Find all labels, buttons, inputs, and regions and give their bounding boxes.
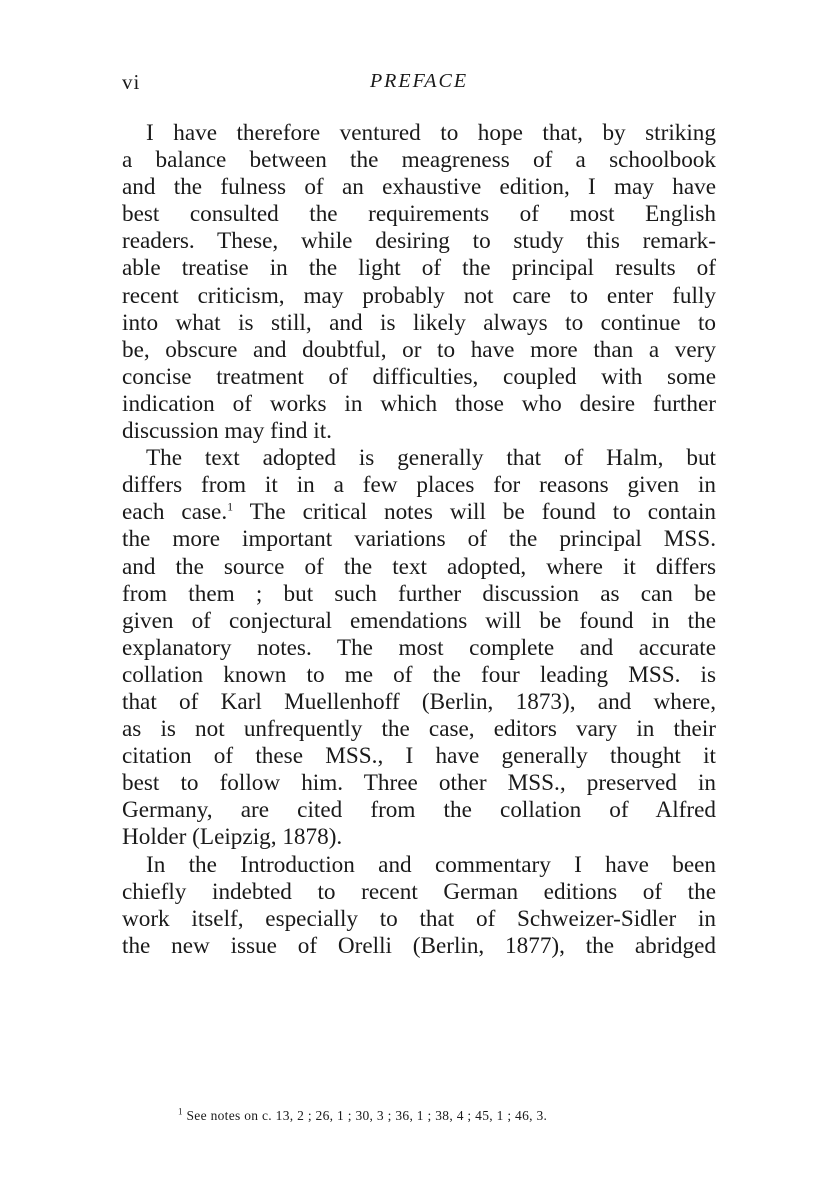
text-line: The text adopted is generally that of Halm, but (146, 445, 716, 472)
text-line: Holder (Leipzig, 1878). (122, 824, 343, 851)
paragraph-2 (122, 445, 716, 851)
footnote-marker: 1 (227, 499, 234, 514)
text-line: Germany, are cited from the collation of Alfred (122, 797, 716, 824)
text-line: a balance between the meagreness of a schoolbook (122, 147, 716, 174)
text-line: chiefly indebted to recent German editions of the (122, 878, 716, 905)
text-fragment: The critical notes will be found to contain (233, 499, 717, 526)
text-line: concise treatment of difficulties, coupled with some (122, 363, 716, 390)
text-line: collation known to me of the four leading MSS. is (122, 661, 716, 688)
text-line: the new issue of Orelli (Berlin, 1877), the abridged (122, 932, 716, 959)
text-line: I have therefore ventured to hope that, by striking (146, 120, 716, 146)
running-head (122, 70, 716, 100)
text-fragment: each case. (122, 499, 228, 526)
text-line: indication of works in which those who desire further (122, 390, 716, 417)
text-line: In the Introduction and commentary I have been (146, 851, 716, 878)
text-line: work itself, especially to that of Schweizer-Sidler in (122, 905, 716, 932)
running-title: PREFACE (369, 70, 469, 92)
text-line: readers. These, while desiring to study this remark- (122, 228, 716, 255)
text-line: best to follow him. Three other MSS., preserved in (122, 770, 716, 797)
footnote-text: See notes on c. 13, 2 ; 26, 1 ; 30, 3 ; 36, 1 ; 38, 4 ; 45, 1 ; 46, 3. (186, 1108, 548, 1123)
paragraph-1 (122, 120, 716, 445)
text-line: that of Karl Muellenhoff (Berlin, 1873), and where, (122, 688, 716, 715)
body-text (122, 120, 716, 960)
footnote (178, 1108, 547, 1124)
text-line: the more important variations of the principal MSS. (122, 526, 716, 553)
text-line: and the fulness of an exhaustive edition, I may have (122, 174, 716, 201)
text-line: discussion may find it. (122, 418, 332, 445)
text-line: best consulted the requirements of most English (122, 201, 716, 228)
text-line: from them ; but such further discussion as can be (122, 580, 716, 607)
book-page (122, 70, 716, 1150)
text-line: as is not unfrequently the case, editors vary in their (122, 716, 716, 743)
text-line: be, obscure and doubtful, or to have more than a very (122, 336, 716, 363)
text-line: able treatise in the light of the principal results of (122, 255, 716, 282)
text-line: into what is still, and is likely always to continue to (122, 309, 716, 336)
text-line: given of conjectural emendations will be found in the (122, 607, 716, 634)
footnote-marker: 1 (178, 1106, 183, 1117)
text-line: citation of these MSS., I have generally thought it (122, 743, 716, 770)
page-number: vi (122, 70, 141, 94)
text-line-with-footnote (122, 499, 716, 526)
text-line: explanatory notes. The most complete and accurate (122, 634, 716, 661)
text-line: differs from it in a few places for reasons given in (122, 472, 716, 499)
paragraph-3 (122, 852, 716, 960)
text-line: recent criticism, may probably not care to enter fully (122, 282, 716, 309)
text-line: and the source of the text adopted, where it differs (122, 553, 716, 580)
